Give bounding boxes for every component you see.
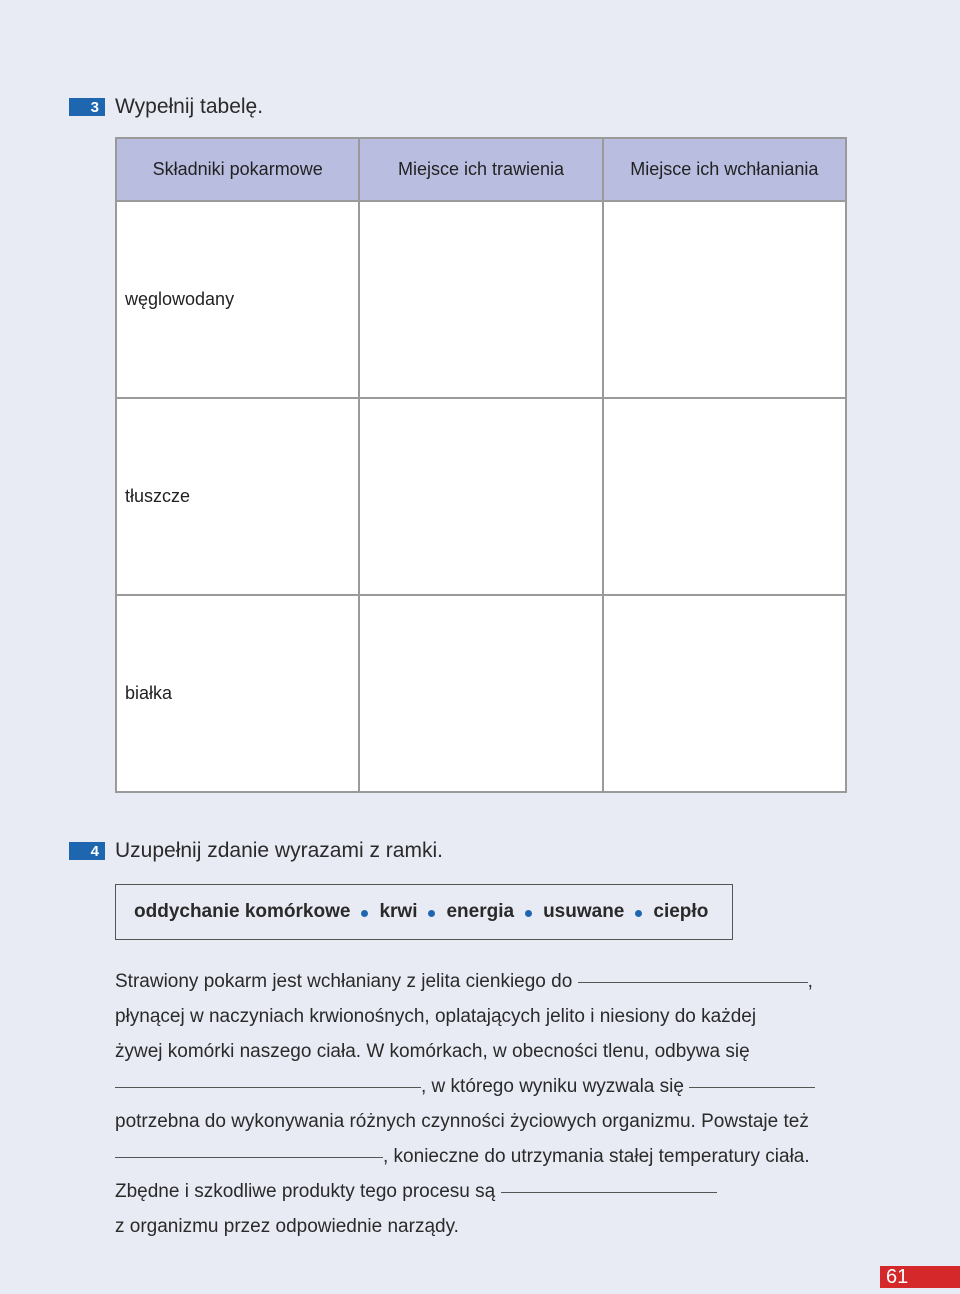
word-bank-item: energia	[446, 901, 515, 922]
text-line	[115, 1181, 845, 1203]
text-line	[115, 1146, 845, 1168]
bullet-icon	[525, 910, 532, 917]
row-label: węglowodany	[116, 201, 359, 398]
text-line	[115, 971, 845, 993]
row-label: tłuszcze	[116, 398, 359, 595]
text-line	[115, 1076, 845, 1098]
bullet-icon	[428, 910, 435, 917]
word-bank-item: usuwane	[543, 901, 625, 922]
table-row	[116, 201, 846, 398]
bullet-icon	[361, 910, 368, 917]
row-label: białka	[116, 595, 359, 792]
fill-in-table	[115, 137, 847, 793]
bullet-icon	[635, 910, 642, 917]
task-3-header	[69, 95, 263, 119]
task-title: Uzupełnij zdanie wyrazami z ramki.	[115, 839, 443, 862]
table-row	[116, 595, 846, 792]
answer-blank[interactable]	[689, 1086, 815, 1088]
answer-blank[interactable]	[115, 1156, 383, 1158]
column-header-digestion-place: Miejsce ich trawienia	[359, 138, 602, 201]
text-fragment: , w którego wyniku wyzwala się	[421, 1076, 684, 1097]
text-fragment: ,	[807, 971, 813, 992]
text-line: z organizmu przez odpowiednie narządy.	[115, 1216, 459, 1237]
text-line: żywej komórki naszego ciała. W komórkach, w obecności tlenu, odbywa się	[115, 1041, 750, 1062]
task-number-badge: 3	[69, 98, 105, 116]
word-bank-item: ciepło	[653, 901, 709, 922]
answer-blank[interactable]	[115, 1086, 421, 1088]
text-fragment: , konieczne do utrzymania stałej temperatury ciała.	[383, 1146, 810, 1167]
text-line: potrzebna do wykonywania różnych czynności życiowych organizmu. Powstaje też	[115, 1111, 809, 1132]
column-header-nutrients: Składniki pokarmowe	[116, 138, 359, 201]
word-bank-box	[115, 884, 733, 940]
word-bank-item: krwi	[379, 901, 418, 922]
page-number: 61	[880, 1266, 960, 1288]
word-bank-item: oddychanie komórkowe	[134, 901, 351, 922]
task-title: Wypełnij tabelę.	[115, 95, 264, 118]
table-row	[116, 398, 846, 595]
answer-cell[interactable]	[603, 595, 846, 792]
answer-cell[interactable]	[359, 398, 602, 595]
task-number-badge: 4	[69, 842, 105, 860]
answer-blank[interactable]	[501, 1191, 717, 1193]
answer-cell[interactable]	[359, 201, 602, 398]
task-4-header	[69, 839, 443, 863]
answer-cell[interactable]	[359, 595, 602, 792]
table-header-row	[116, 138, 846, 201]
text-fragment: Zbędne i szkodliwe produkty tego procesu są	[115, 1181, 496, 1202]
answer-cell[interactable]	[603, 398, 846, 595]
answer-blank[interactable]	[578, 981, 808, 983]
answer-cell[interactable]	[603, 201, 846, 398]
column-header-absorption-place: Miejsce ich wchłaniania	[603, 138, 846, 201]
text-fragment: Strawiony pokarm jest wchłaniany z jelita cienkiego do	[115, 971, 573, 992]
text-line: płynącej w naczyniach krwionośnych, oplatających jelito i niesiony do każdej	[115, 1006, 757, 1027]
